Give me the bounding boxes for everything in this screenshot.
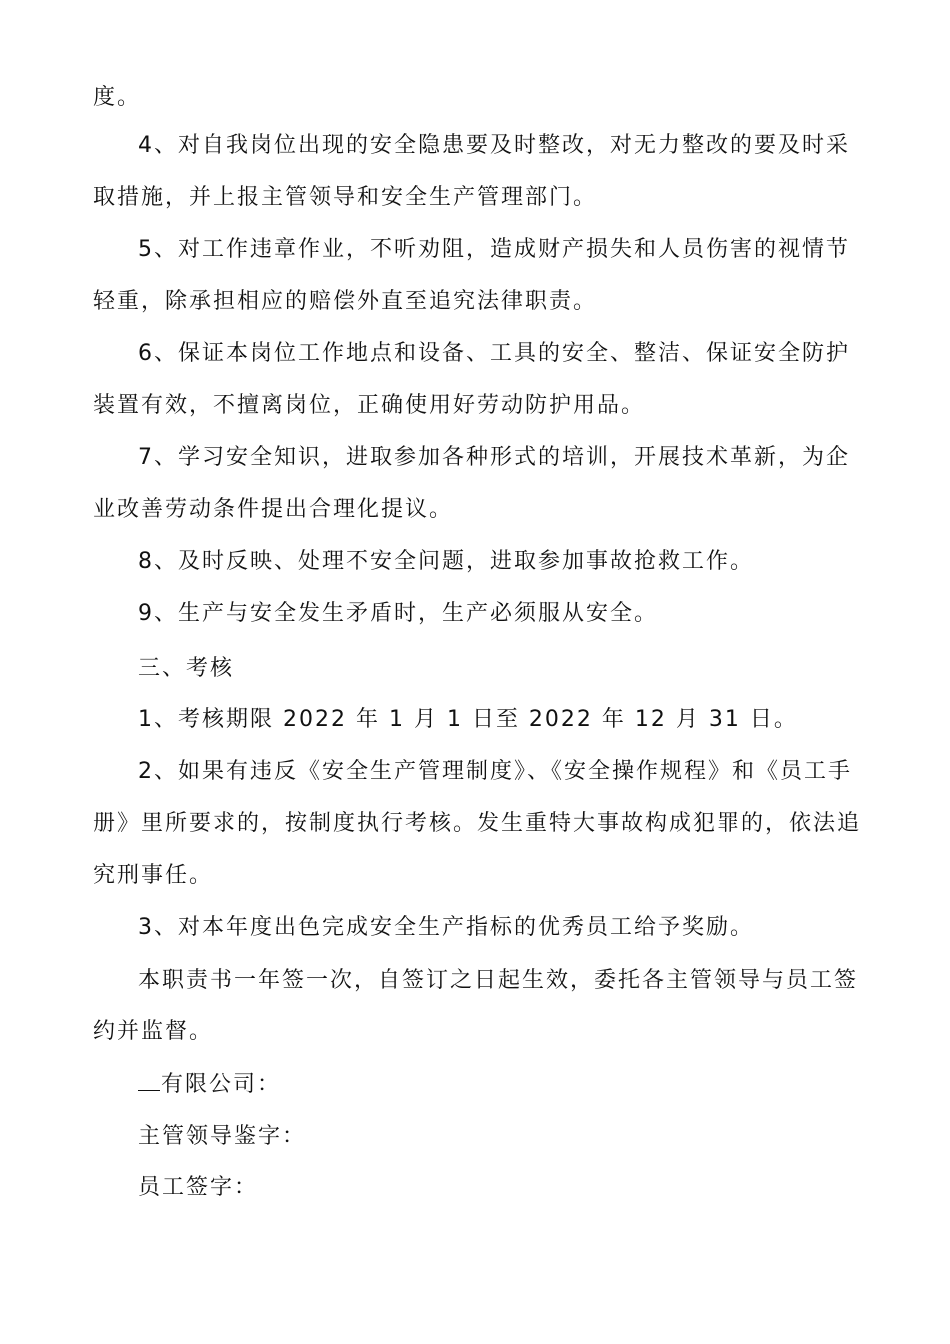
text-line: 业改善劳动条件提出合理化提议。 <box>93 497 454 522</box>
text-line: 8、及时反映、处理不安全问题，进取参加事故抢救工作。 <box>138 549 754 574</box>
supervisor-signature-line: 主管领导鉴字： <box>138 1124 307 1149</box>
text-line: 轻重，除承担相应的赔偿外直至追究法律职责。 <box>93 289 598 314</box>
text-line: 4、对自我岗位出现的安全隐患要及时整改，对无力整改的要及时采 <box>138 133 850 158</box>
company-label: 有限公司： <box>161 1072 282 1097</box>
text-line: 7、学习安全知识，进取参加各种形式的培训，开展技术革新，为企 <box>138 445 850 470</box>
text-line: 约并监督。 <box>93 1019 214 1044</box>
text-line: 度。 <box>93 85 142 110</box>
text-line: 本职责书一年签一次，自签订之日起生效，委托各主管领导与员工签 <box>138 968 859 993</box>
text-line: 2、如果有违反《安全生产管理制度》、《安全操作规程》和《员工手 <box>138 759 852 784</box>
signature-blank <box>138 1070 160 1091</box>
company-signature-line <box>138 1070 281 1100</box>
text-line: 9、生产与安全发生矛盾时，生产必须服从安全。 <box>138 601 658 626</box>
employee-signature-line: 员工签字： <box>138 1175 259 1200</box>
text-line: 装置有效，不擅离岗位，正确使用好劳动防护用品。 <box>93 393 646 418</box>
text-line: 取措施，并上报主管领导和安全生产管理部门。 <box>93 185 598 210</box>
text-line: 1、考核期限 2022 年 1 月 1 日至 2022 年 12 月 31 日。 <box>138 707 798 732</box>
section-heading: 三、考核 <box>138 656 235 681</box>
text-line: 3、对本年度出色完成安全生产指标的优秀员工给予奖励。 <box>138 915 754 940</box>
text-line: 6、保证本岗位工作地点和设备、工具的安全、整洁、保证安全防护 <box>138 341 850 366</box>
text-line: 5、对工作违章作业，不听劝阻，造成财产损失和人员伤害的视情节 <box>138 237 850 262</box>
text-line: 册》里所要求的，按制度执行考核。发生重特大事故构成犯罪的，依法追 <box>93 811 862 836</box>
text-line: 究刑事任。 <box>93 863 214 888</box>
